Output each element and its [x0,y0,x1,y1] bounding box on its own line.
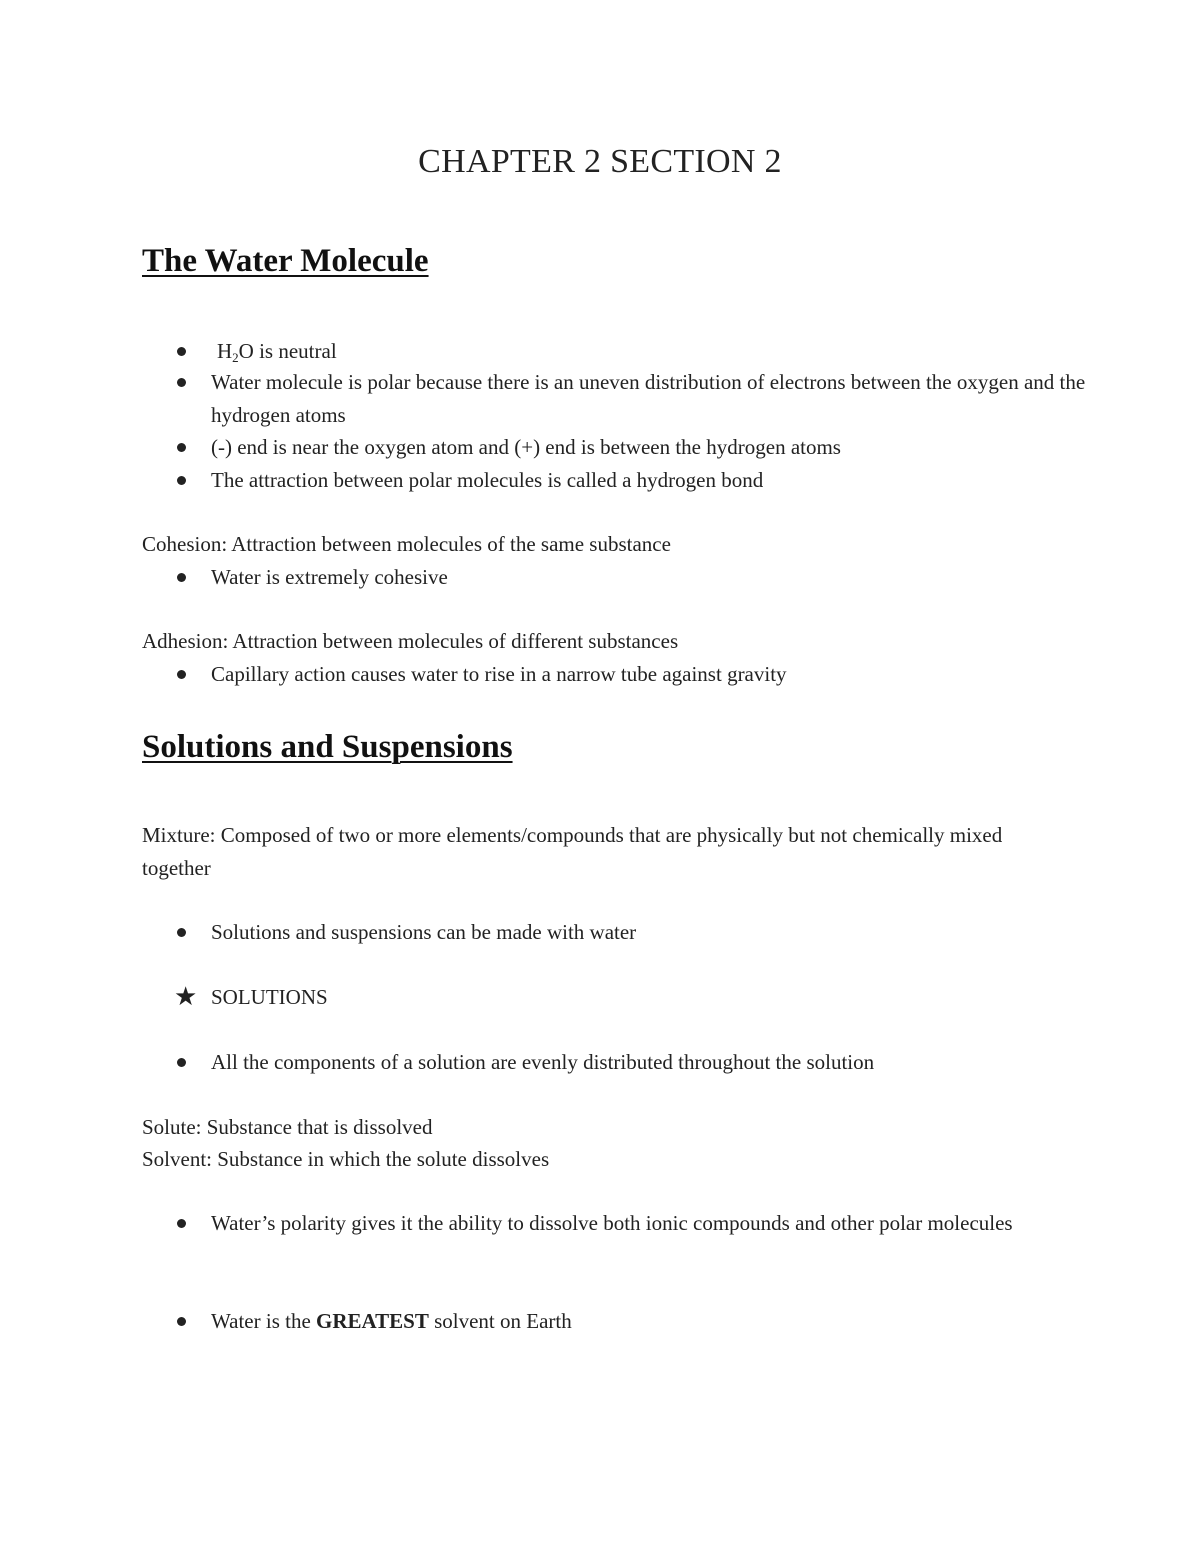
list-item-text: Water is extremely cohesive [211,565,448,589]
list-item-text: Water’s polarity gives it the ability to dissolve both ionic compounds and other polar molecules [211,1211,1013,1235]
bullet-icon [177,378,186,387]
bullet-icon [177,1219,186,1228]
list-item [211,431,1091,464]
list-item-text: $H_2O$ is neutral [217,339,337,365]
list-item-text: All the components of a solution are evenly distributed throughout the solution [211,1050,875,1074]
bullet-icon [177,347,186,356]
list-item-text: (-) end is near the oxygen atom and (+) end is between the hydrogen atoms [211,435,841,459]
list-item [211,464,1091,497]
solvent-definition: Solvent: Substance in which the solute dissolves [142,1147,550,1171]
adhesion-definition: Adhesion: Attraction between molecules of different substances [142,629,679,653]
bullet-icon [177,573,186,582]
list-item [211,1046,1091,1079]
list-item-text: Water is the GREATEST solvent on Earth [211,1309,572,1333]
list-item [211,916,1091,949]
bullet-icon [177,476,186,485]
page-title: CHAPTER 2 SECTION 2 [418,143,782,180]
section-heading-solutions: Solutions and Suspensions [142,729,513,765]
star-icon: ★ [174,982,198,1012]
list-item [211,1305,1091,1338]
mixture-definition: Mixture: Composed of two or more elements/compounds that are physically but not chemically mixed together [142,823,1003,880]
list-item [211,366,1091,431]
section-heading-water-molecule: The Water Molecule [142,243,429,279]
list-item [211,658,1091,691]
cohesion-definition: Cohesion: Attraction between molecules of the same substance [142,532,671,556]
solute-definition: Solute: Substance that is dissolved [142,1115,433,1139]
list-item-text: Solutions and suspensions can be made with water [211,920,637,944]
list-item [211,1207,1031,1240]
bullet-icon [177,928,186,937]
list-item-text: Water molecule is polar because there is an uneven distribution of electrons between the oxygen and the hydrogen atoms [211,370,1086,427]
bullet-icon [177,1058,186,1067]
list-item [211,561,1091,594]
list-item-star [174,981,1091,1014]
list-item-text: The attraction between polar molecules is called a hydrogen bond [211,468,764,492]
list-item [211,335,1091,368]
bullet-icon [177,443,186,452]
bullet-icon [177,1317,186,1326]
emphasis-greatest: GREATEST [316,1309,429,1333]
bullet-icon [177,670,186,679]
list-item-text: Capillary action causes water to rise in a narrow tube against gravity [211,662,787,686]
list-item-text: SOLUTIONS [211,985,328,1009]
